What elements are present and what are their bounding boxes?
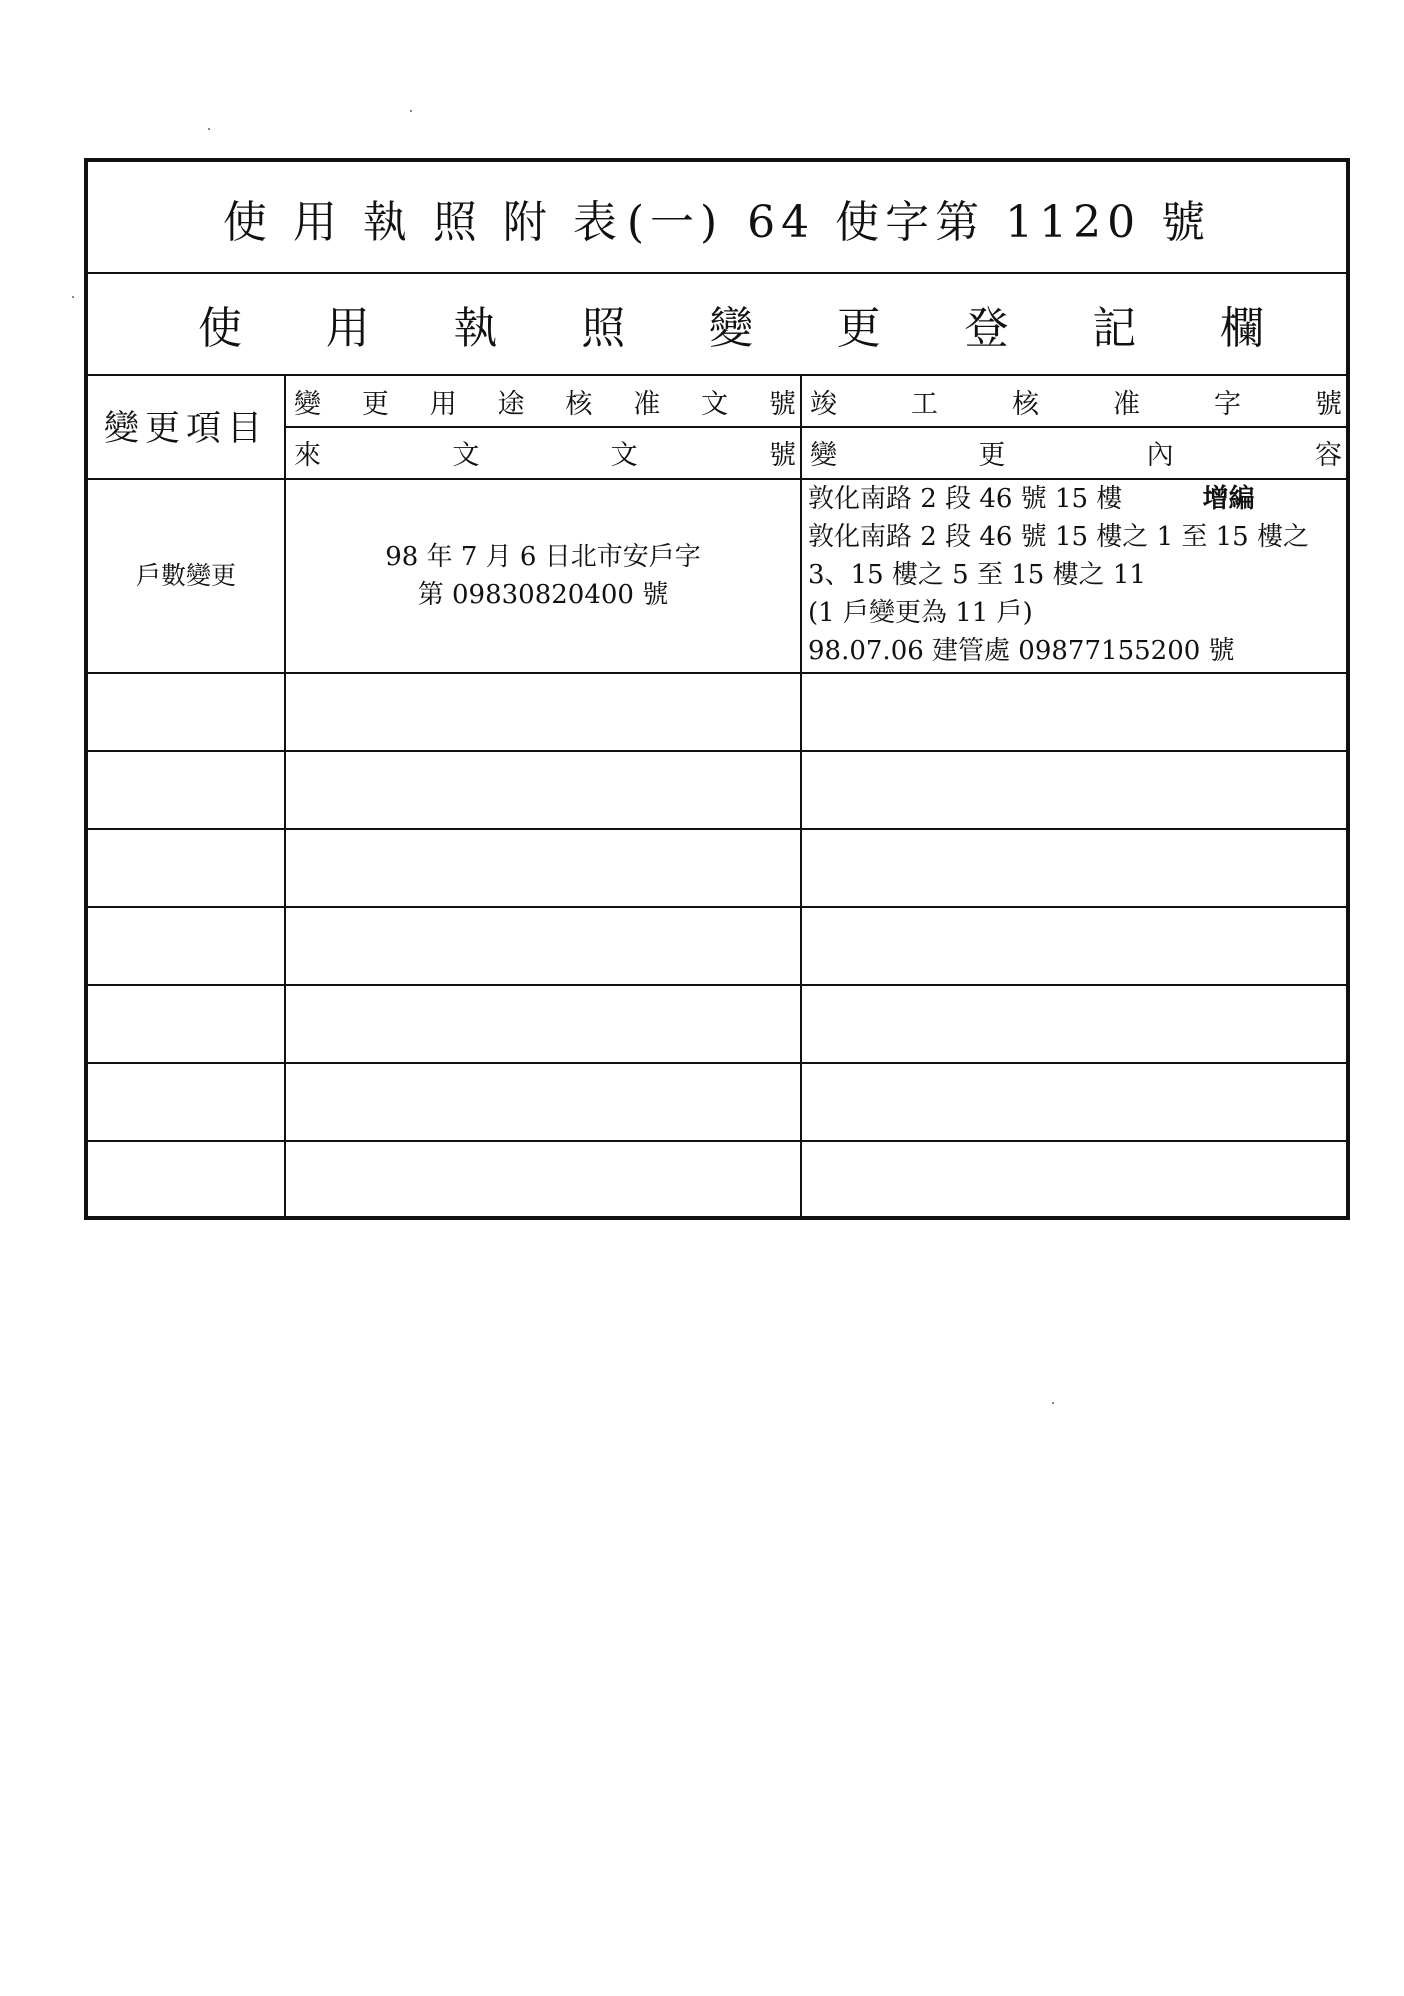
section-char: 變 <box>709 303 753 354</box>
header-char: 號 <box>768 439 796 471</box>
title-main: 使 用 執 照 附 表 <box>222 197 623 248</box>
header-char: 字 <box>1214 388 1241 420</box>
header-char: 用 <box>429 388 457 420</box>
header-incoming-doc <box>290 428 800 476</box>
row-divider <box>88 1062 1346 1064</box>
header-char: 更 <box>978 439 1006 471</box>
title-paren: (一) <box>626 197 724 248</box>
row-divider <box>88 672 1346 674</box>
content-line-2: 敦化南路 2 段 46 號 15 樓之 1 至 15 樓之 <box>808 522 1309 552</box>
row-divider <box>88 906 1346 908</box>
header-change-content <box>806 428 1346 476</box>
section-char: 照 <box>581 303 626 354</box>
header-completion-no <box>806 376 1346 426</box>
header-approval-doc <box>290 376 800 426</box>
section-title <box>88 274 1346 374</box>
header-char: 核 <box>565 388 593 420</box>
header-change-item: 變更項目 <box>103 409 268 449</box>
content-line-3: 3、15 樓之 5 至 15 樓之 11 <box>808 560 1146 590</box>
section-char: 記 <box>1092 303 1137 354</box>
header-char: 途 <box>497 388 525 420</box>
header-char: 文 <box>610 439 638 471</box>
content-line-5: 98.07.06 建管處 09877155200 號 <box>808 636 1235 666</box>
header-char: 容 <box>1314 439 1342 471</box>
scan-speck <box>72 296 74 298</box>
title-number: 64 使字第 1120 號 <box>727 197 1212 248</box>
header-char: 文 <box>701 388 729 420</box>
header-char: 竣 <box>810 388 837 420</box>
form-title <box>88 162 1346 274</box>
header-char: 變 <box>294 388 321 420</box>
header-char: 核 <box>1012 388 1039 420</box>
header-char: 文 <box>452 439 480 471</box>
section-char: 執 <box>453 303 498 354</box>
row-divider <box>88 828 1346 830</box>
table-row-doc <box>286 480 800 672</box>
content-line-4: (1 戶變更為 11 戶) <box>808 598 1033 628</box>
section-char: 欄 <box>1220 303 1264 354</box>
doc-line: 98 年 7 月 6 日北市安戶字 <box>385 542 701 572</box>
section-char: 更 <box>836 303 881 354</box>
header-char: 准 <box>1113 388 1140 420</box>
permit-form <box>84 158 1350 1220</box>
header-char: 來 <box>294 439 321 471</box>
header-char: 號 <box>768 388 796 420</box>
header-char: 變 <box>810 439 837 471</box>
column-divider <box>800 374 802 1216</box>
header-char: 內 <box>1146 439 1174 471</box>
section-char: 登 <box>964 303 1009 354</box>
divider <box>284 426 1346 428</box>
row-divider <box>88 1140 1346 1142</box>
header-char: 號 <box>1315 388 1342 420</box>
content-tag: 增編 <box>1202 484 1255 514</box>
row-divider <box>88 984 1346 986</box>
section-char: 使 <box>198 303 242 354</box>
scan-speck <box>410 110 412 112</box>
header-char: 准 <box>633 388 661 420</box>
header-char: 工 <box>911 388 938 420</box>
section-char: 用 <box>325 303 370 354</box>
table-row-item: 戶數變更 <box>135 561 236 590</box>
scan-speck <box>208 128 210 130</box>
table-row-content <box>808 480 1348 670</box>
content-line-1 <box>808 480 1348 518</box>
header-char: 更 <box>361 388 389 420</box>
row-divider <box>88 750 1346 752</box>
content-text: 敦化南路 2 段 46 號 15 樓 <box>808 484 1123 514</box>
scan-speck <box>1052 1402 1054 1404</box>
doc-line: 第 09830820400 號 <box>417 580 669 610</box>
